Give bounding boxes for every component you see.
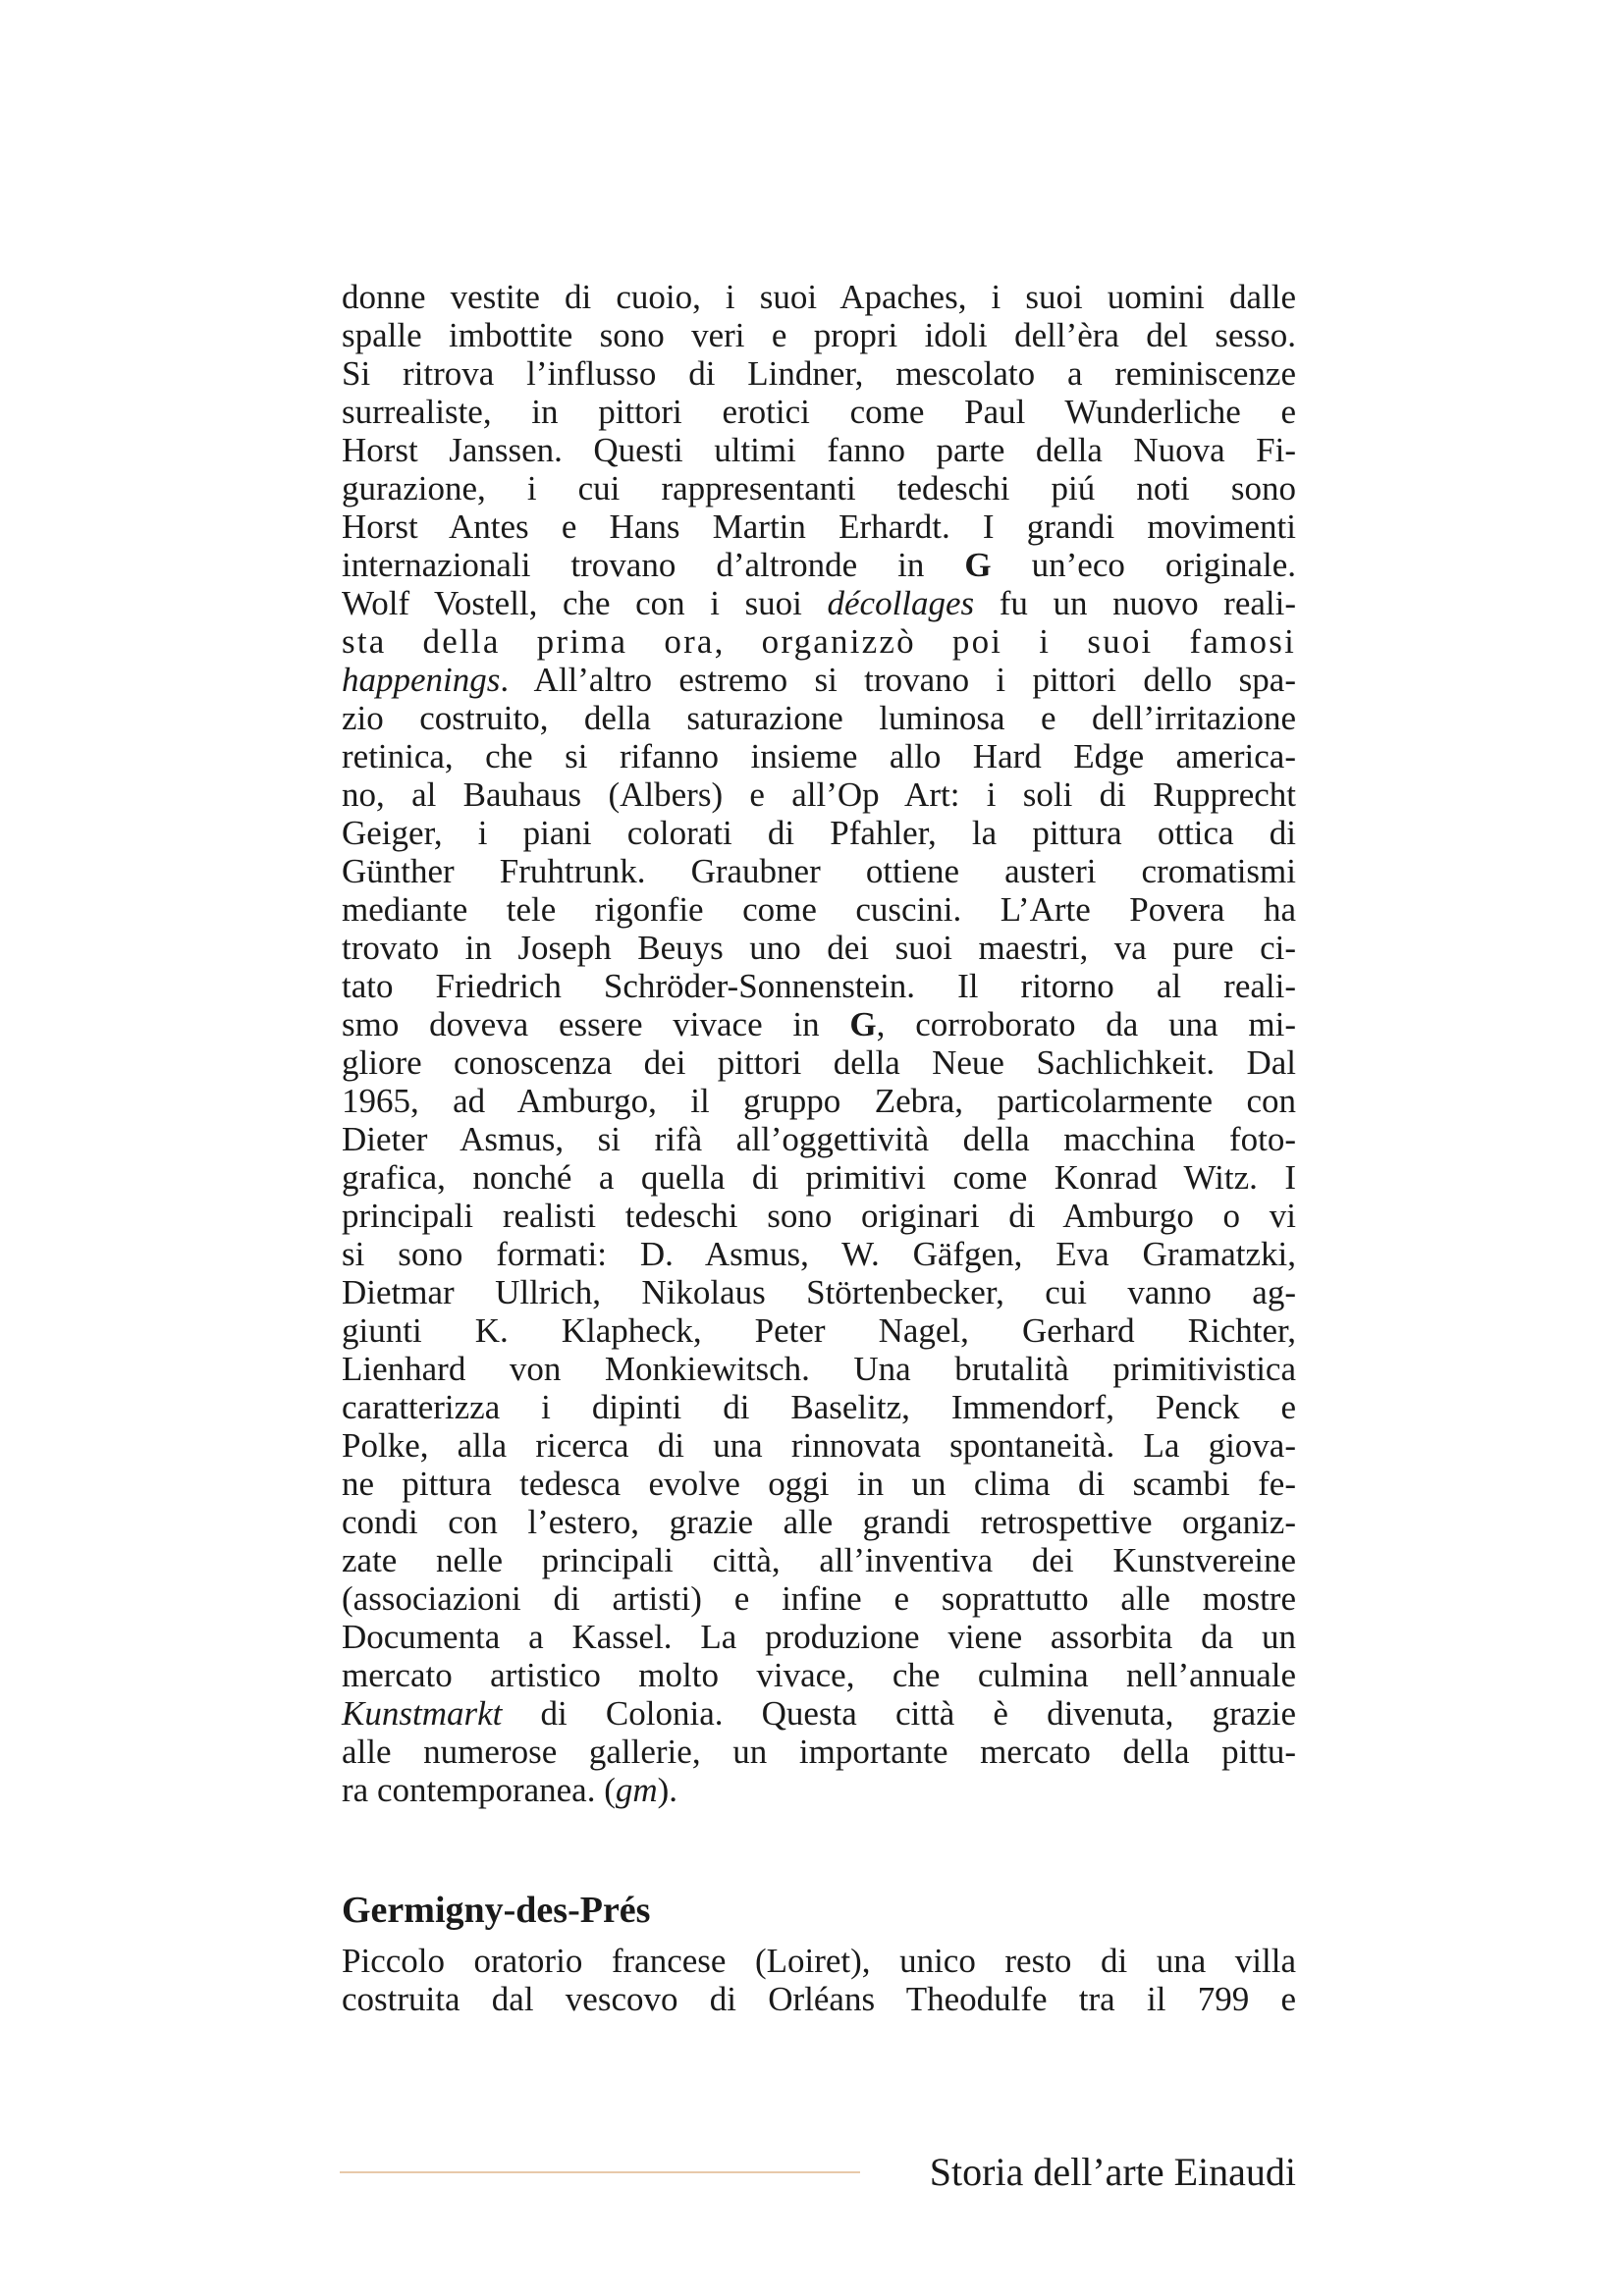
text-line bbox=[342, 1197, 1296, 1235]
footer-title: Storia dell’arte Einaudi bbox=[929, 2150, 1296, 2194]
text-run: ). bbox=[657, 1771, 678, 1809]
text-run: Dieter Asmus, si rifà all’oggettività della macchina foto- bbox=[342, 1120, 1296, 1158]
text-run: , corroborato da una mi- bbox=[876, 1005, 1296, 1043]
bold-text: G bbox=[964, 546, 992, 584]
text-run: Wolf Vostell, che con i suoi bbox=[342, 584, 828, 622]
text-line bbox=[342, 1043, 1296, 1082]
text-line bbox=[342, 1733, 1296, 1771]
text-line bbox=[342, 584, 1296, 622]
text-run: condi con l’estero, grazie alle grandi retrospettive organiz- bbox=[342, 1503, 1296, 1541]
text-run: sta della prima ora, organizzò poi i suoi famosi bbox=[342, 622, 1296, 661]
italic-text: décollages bbox=[827, 584, 975, 622]
text-line bbox=[342, 1942, 1296, 1980]
text-run: Horst Antes e Hans Martin Erhardt. I grandi movimenti bbox=[342, 507, 1296, 546]
text-run: 1965, ad Amburgo, il gruppo Zebra, particolarmente con bbox=[342, 1082, 1296, 1120]
text-line bbox=[342, 1082, 1296, 1120]
text-run: un’eco originale. bbox=[991, 546, 1296, 584]
text-run: Günther Fruhtrunk. Graubner ottiene austeri cromatismi bbox=[342, 852, 1296, 890]
italic-text: gm bbox=[615, 1771, 658, 1809]
text-line bbox=[342, 1158, 1296, 1197]
text-run: no, al Bauhaus (Albers) e all’Op Art: i soli di Rupprecht bbox=[342, 775, 1296, 814]
text-line bbox=[342, 1235, 1296, 1273]
text-line bbox=[342, 814, 1296, 852]
text-run: tato Friedrich Schröder-Sonnenstein. Il ritorno al reali- bbox=[342, 967, 1296, 1005]
text-line bbox=[342, 469, 1296, 507]
bold-text: G bbox=[849, 1005, 877, 1043]
text-run: gliore conoscenza dei pittori della Neue Sachlichkeit. Dal bbox=[342, 1043, 1296, 1082]
text-run: giunti K. Klapheck, Peter Nagel, Gerhard Richter, bbox=[342, 1311, 1296, 1350]
text-line bbox=[342, 1273, 1296, 1311]
text-line bbox=[342, 967, 1296, 1005]
italic-text: happenings bbox=[342, 661, 501, 699]
text-line bbox=[342, 316, 1296, 354]
entry-heading: Germigny-des-Prés bbox=[342, 1890, 651, 1931]
text-line bbox=[342, 1503, 1296, 1541]
text-run: di Colonia. Questa città è divenuta, grazie bbox=[502, 1694, 1296, 1733]
text-run: ne pittura tedesca evolve oggi in un clima di scambi fe- bbox=[342, 1465, 1296, 1503]
text-line bbox=[342, 737, 1296, 775]
footer-divider bbox=[340, 2171, 860, 2173]
text-run: Documenta a Kassel. La produzione viene assorbita da un bbox=[342, 1618, 1296, 1656]
text-run: si sono formati: D. Asmus, W. Gäfgen, Eva Gramatzki, bbox=[342, 1235, 1296, 1273]
text-line bbox=[342, 852, 1296, 890]
text-run: ra contemporanea. ( bbox=[342, 1771, 616, 1809]
text-run: (associazioni di artisti) e infine e soprattutto alle mostre bbox=[342, 1579, 1296, 1618]
text-run: caratterizza i dipinti di Baselitz, Immendorf, Penck e bbox=[342, 1388, 1296, 1426]
text-line bbox=[342, 1426, 1296, 1465]
text-line bbox=[342, 1980, 1296, 2018]
text-line bbox=[342, 890, 1296, 929]
text-run: . All’altro estremo si trovano i pittori dello spa- bbox=[500, 661, 1296, 699]
text-line bbox=[342, 1618, 1296, 1656]
text-line bbox=[342, 1656, 1296, 1694]
text-run: Horst Janssen. Questi ultimi fanno parte della Nuova Fi- bbox=[342, 431, 1296, 469]
text-run: zio costruito, della saturazione luminosa e dell’irritazione bbox=[342, 699, 1296, 737]
text-run: mercato artistico molto vivace, che culmina nell’annuale bbox=[342, 1656, 1296, 1694]
text-line bbox=[342, 354, 1296, 393]
text-run: Piccolo oratorio francese (Loiret), unico resto di una villa bbox=[342, 1942, 1296, 1980]
text-run: principali realisti tedeschi sono originari di Amburgo o vi bbox=[342, 1197, 1296, 1235]
text-line bbox=[342, 661, 1296, 699]
italic-text: Kunstmarkt bbox=[342, 1694, 503, 1733]
text-run: internazionali trovano d’altronde in bbox=[342, 546, 965, 584]
text-run: alle numerose gallerie, un importante mercato della pittu- bbox=[342, 1733, 1296, 1771]
text-line bbox=[342, 431, 1296, 469]
text-run: grafica, nonché a quella di primitivi come Konrad Witz. I bbox=[342, 1158, 1296, 1197]
text-run: fu un nuovo reali- bbox=[974, 584, 1297, 622]
text-run: Si ritrova l’influsso di Lindner, mescolato a reminiscenze bbox=[342, 354, 1296, 393]
text-line bbox=[342, 1350, 1296, 1388]
text-line bbox=[342, 1579, 1296, 1618]
text-run: surrealiste, in pittori erotici come Paul Wunderliche e bbox=[342, 393, 1296, 431]
text-line bbox=[342, 699, 1296, 737]
text-line bbox=[342, 1388, 1296, 1426]
body-text bbox=[342, 278, 1296, 1809]
text-run: smo doveva essere vivace in bbox=[342, 1005, 850, 1043]
text-run: trovato in Joseph Beuys uno dei suoi maestri, va pure ci- bbox=[342, 929, 1296, 967]
text-line bbox=[342, 546, 1296, 584]
text-run: retinica, che si rifanno insieme allo Hard Edge america- bbox=[342, 737, 1296, 775]
text-line bbox=[342, 929, 1296, 967]
text-line bbox=[342, 278, 1296, 316]
text-line bbox=[342, 622, 1296, 661]
text-run: donne vestite di cuoio, i suoi Apaches, i suoi uomini dalle bbox=[342, 278, 1296, 316]
text-run: Lienhard von Monkiewitsch. Una brutalità primitivistica bbox=[342, 1350, 1296, 1388]
text-line bbox=[342, 1005, 1296, 1043]
text-line bbox=[342, 393, 1296, 431]
text-run: costruita dal vescovo di Orléans Theodulfe tra il 799 e bbox=[342, 1980, 1296, 2018]
text-line bbox=[342, 507, 1296, 546]
text-line bbox=[342, 1694, 1296, 1733]
text-run: gurazione, i cui rappresentanti tedeschi piú noti sono bbox=[342, 469, 1296, 507]
text-line bbox=[342, 1771, 1296, 1809]
text-line bbox=[342, 1541, 1296, 1579]
text-run: Dietmar Ullrich, Nikolaus Störtenbecker, cui vanno ag- bbox=[342, 1273, 1296, 1311]
text-run: zate nelle principali città, all’inventiva dei Kunstvereine bbox=[342, 1541, 1296, 1579]
text-line bbox=[342, 1465, 1296, 1503]
text-run: Polke, alla ricerca di una rinnovata spontaneità. La giova- bbox=[342, 1426, 1296, 1465]
entry-text bbox=[342, 1942, 1296, 2018]
text-run: spalle imbottite sono veri e propri idoli dell’èra del sesso. bbox=[342, 316, 1296, 354]
text-line bbox=[342, 1120, 1296, 1158]
text-run: mediante tele rigonfie come cuscini. L’Arte Povera ha bbox=[342, 890, 1296, 929]
text-run: Geiger, i piani colorati di Pfahler, la pittura ottica di bbox=[342, 814, 1296, 852]
text-line bbox=[342, 775, 1296, 814]
text-line bbox=[342, 1311, 1296, 1350]
